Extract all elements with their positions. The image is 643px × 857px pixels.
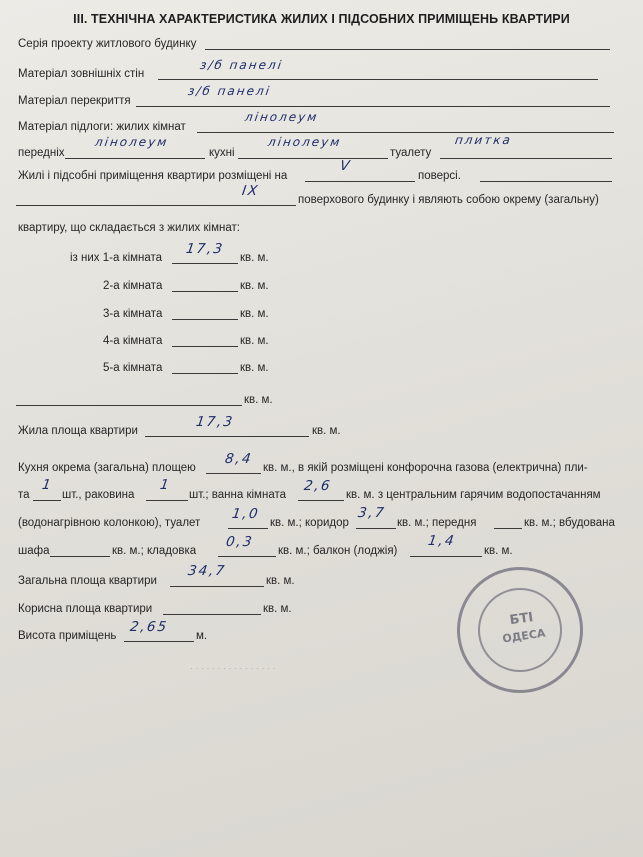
- sink-count-line: [146, 500, 188, 501]
- height-label: Висота приміщень: [18, 630, 117, 642]
- stamp-line-1: БТІ: [508, 610, 535, 629]
- room-4-line: [172, 346, 238, 347]
- apartment-text: квартиру, що складається з жилих кімнат:: [18, 222, 240, 234]
- floor-label: Матеріал підлоги: жилих кімнат: [18, 121, 186, 133]
- kitchen-area-value: 8,4: [223, 451, 254, 467]
- room-5-unit: кв. м.: [240, 362, 269, 374]
- balcony-area-value: 1,4: [426, 533, 457, 549]
- extra-area-unit: кв. м.: [244, 394, 273, 406]
- extra-area-line: [16, 405, 242, 406]
- height-value: 2,65: [128, 619, 170, 635]
- series-line: [205, 49, 610, 50]
- corridor-area-value: 3,7: [356, 505, 387, 521]
- total-area-label: Загальна площа квартири: [18, 575, 157, 587]
- walls-line: [158, 79, 598, 80]
- room-1-label: із них 1-а кімната: [70, 252, 163, 264]
- kitchen-text-2b: шт., раковина: [62, 489, 135, 501]
- room-3-label: 3-а кімната: [103, 308, 163, 320]
- bath-area-line: [298, 500, 344, 501]
- toilet-floor-label: туалету: [390, 147, 432, 159]
- toilet-area-value: 1,0: [230, 506, 261, 522]
- hall-label: передніх: [18, 147, 65, 159]
- kitchen-text-3d: кв. м.; вбудована: [524, 517, 615, 529]
- floor-extra-line: [480, 181, 612, 182]
- height-unit: м.: [196, 630, 208, 642]
- floor-rooms-value: лінолеум: [244, 110, 320, 124]
- useful-area-unit: кв. м.: [263, 603, 292, 615]
- room-1-line: [172, 263, 238, 264]
- building-floors-line: [16, 205, 296, 206]
- total-area-unit: кв. м.: [266, 575, 295, 587]
- sink-count-value: 1: [158, 477, 172, 493]
- room-3-line: [172, 319, 238, 320]
- useful-area-line: [163, 614, 261, 615]
- ceiling-value: з/б панелі: [187, 84, 273, 98]
- room-5-label: 5-а кімната: [103, 362, 163, 374]
- kitchen-text-3c: кв. м.; передня: [397, 517, 477, 529]
- kitchen-text-4d: кв. м.: [484, 545, 513, 557]
- kitchen-text-1: кв. м., в якій розміщені конфорочна газова (електрична) пли-: [263, 462, 588, 474]
- official-stamp: [449, 559, 591, 701]
- kitchen-text-2a: та: [18, 489, 30, 501]
- kitchen-area-line: [206, 473, 261, 474]
- toilet-area-line: [228, 528, 268, 529]
- kitchen-text-2d: кв. м. з центральним гарячим водопостачанням: [346, 489, 601, 501]
- total-area-value: 34,7: [186, 563, 228, 579]
- room-1-value: 17,3: [184, 241, 226, 257]
- kitchen-text-3b: кв. м.; коридор: [270, 517, 349, 529]
- room-1-unit: кв. м.: [240, 252, 269, 264]
- room-2-label: 2-а кімната: [103, 280, 163, 292]
- hallway-area-line: [494, 528, 522, 529]
- floor-word: поверсі.: [418, 170, 461, 182]
- room-4-label: 4-а кімната: [103, 335, 163, 347]
- kitchen-floor-label: кухні: [209, 147, 235, 159]
- stamp-line-2: ОДЕСА: [501, 626, 547, 646]
- toilet-floor-line: [440, 158, 612, 159]
- room-3-unit: кв. м.: [240, 308, 269, 320]
- corridor-area-line: [356, 528, 396, 529]
- balcony-area-line: [410, 556, 482, 557]
- stove-count-value: 1: [40, 477, 54, 493]
- walls-value: з/б панелі: [199, 58, 285, 72]
- living-value: 17,3: [194, 414, 236, 430]
- stove-count-line: [33, 500, 61, 501]
- ceiling-label: Матеріал перекриття: [18, 95, 131, 107]
- kitchen-floor-value: лінолеум: [267, 135, 343, 149]
- series-label: Серія проекту житлового будинку: [18, 38, 197, 50]
- room-5-line: [172, 373, 238, 374]
- kitchen-text-4c: кв. м.; балкон (лоджія): [278, 545, 398, 557]
- bath-area-value: 2,6: [302, 478, 333, 494]
- hall-line: [65, 158, 205, 159]
- kitchen-area-label: Кухня окрема (загальна) площею: [18, 462, 196, 474]
- floor-num-line: [305, 181, 415, 182]
- location-label: Жилі і підсобні приміщення квартири розміщені на: [18, 170, 288, 182]
- total-area-line: [170, 586, 264, 587]
- hall-value: лінолеум: [94, 135, 170, 149]
- kitchen-text-4a: шафа: [18, 545, 50, 557]
- room-2-unit: кв. м.: [240, 280, 269, 292]
- toilet-floor-value: плитка: [454, 133, 513, 147]
- height-line: [124, 641, 194, 642]
- kitchen-text-3a: (водонагрівною колонкою), туалет: [18, 517, 201, 529]
- floor-num-value: V: [338, 158, 353, 174]
- living-unit: кв. м.: [312, 425, 341, 437]
- living-label: Жила площа квартири: [18, 425, 138, 437]
- section-title: III. ТЕХНІЧНА ХАРАКТЕРИСТИКА ЖИЛИХ І ПІДСОБНИХ ПРИМІЩЕНЬ КВАРТИРИ: [73, 12, 570, 26]
- walls-label: Матеріал зовнішніх стін: [18, 68, 145, 80]
- room-4-unit: кв. м.: [240, 335, 269, 347]
- floor-rooms-line: [197, 132, 614, 133]
- living-line: [145, 436, 309, 437]
- wardrobe-area-line: [50, 556, 110, 557]
- building-floors-value: IX: [240, 183, 261, 199]
- building-text: поверхового будинку і являють собою окрему (загальну): [298, 194, 599, 206]
- room-2-line: [172, 291, 238, 292]
- ceiling-line: [136, 106, 610, 107]
- show-through-text: · · · · · · · · · · · · · · · ·: [190, 663, 276, 673]
- kitchen-text-4b: кв. м.; кладовка: [112, 545, 197, 557]
- kitchen-text-2c: шт.; ванна кімната: [189, 489, 286, 501]
- useful-area-label: Корисна площа квартири: [18, 603, 153, 615]
- storage-area-value: 0,3: [224, 534, 255, 550]
- storage-area-line: [218, 556, 276, 557]
- kitchen-floor-line: [238, 158, 388, 159]
